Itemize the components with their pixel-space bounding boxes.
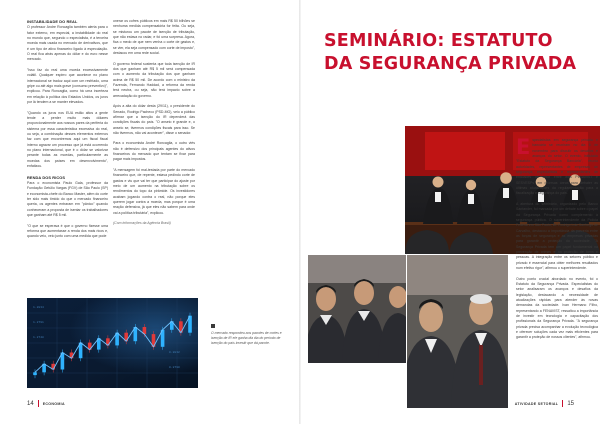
drop-cap: E (516, 138, 531, 159)
paragraph: "Isso faz do real uma moeda excessivamente volátil. Qualquer espirro que acontece no plano internacional se traduz aqui com um resfriado, uma gripe ou até algo mais grave (consumo preventivo)", explicou. Para Roncaglia, como há uma incerteza em relação à política dos Estados Unidos, os juros por lá tendem a se manter elevados. (27, 68, 108, 105)
subheading-renda-dos-ricos: RENDA DOS RICOS (27, 174, 66, 180)
paragraph: onerar os cofres públicos em mais R$ 50 bilhões se nenhuma medida compensatória for feita. Ou seja, se misturou um pacote de isenção de tributação, que não estava no radar, e foi uma surpresa. Agora, fica o medo de que nem venha o corte de gastos e, se vier, ela seja compensado com corte de imposto", destacou em uma rede social. (113, 19, 195, 56)
right-page (300, 0, 600, 424)
paragraph: Após a alta do dólar desta (29/11), o presidente do Senado, Rodrigo Pacheco (PSD-MG), veio a público afirmar que a isenção do IR dependerá das condições fiscais do país. "O anseio é grande e, o anseio se, tivermos condições fiscais para isso. Se não tivermos, não vai acontecer", disse o senador. (113, 104, 195, 135)
article-column-right (516, 138, 598, 408)
paragraph: "O que se esperava é que o governo fizesse uma reforma que aumentasse a renda dos mais ricos e, quando veio, veio junto com uma medida que pode (27, 223, 108, 239)
paragraph: Para o economista Paulo Gala, professor da Fundação Getúlio Vargas (FGV) de São Paulo (SP) e economista-chefe do Banco Master, além do corte ter sido mais tímido do que o mercado financeiro queria, os agentes entraram em "pânico" quando conheceram a proposta de isentar os trabalhadores que ganham até R$ 5 mil. (27, 180, 108, 218)
subheading-instabilidade: INSTABILIDADE DO REAL (27, 19, 78, 24)
section-name: ECONOMIA (42, 401, 65, 406)
opening-paragraph (516, 138, 598, 197)
svg-text:1.2791: 1.2791 (33, 321, 44, 324)
paragraph: "Quando os juros nos EUA estão altos a gente tende a perder muito mais dólares proporcionalmente aos nossos pares da periferia do sistema por essa característica excessiva do real, ou seja, a combinação desses elementos externos faz com que encontremos aqui um fiscal fiscal interno agravar um processo que já está ocorrendo no plano internacional, que é o dólar se valorizar perante todas as moedas, particularmente as moedas dos países em desenvolvimento", enfatizou. (27, 110, 108, 169)
stock-chart-photo (27, 298, 198, 388)
caption-marker (211, 324, 215, 328)
source-credit: (Com informações da Agência Brasil) (113, 221, 171, 226)
speaker-photo-graphic (407, 255, 508, 408)
left-page-footer (27, 400, 65, 407)
paragraph: Para o economista André Roncaglia, o outro viés não é defensivo dos principais agentes do ativos financeiros do mercado que tentam se fixar para pagar mais impostos. (113, 141, 195, 162)
footer-divider (562, 400, 563, 407)
page-number: 15 (567, 400, 574, 407)
svg-text:1.2748: 1.2748 (33, 336, 44, 339)
paragraph: O governo federal sustenta que toda isenção de IR dos que ganham até R$ 5 mil será compensada com o aumento da tributação dos que ganham acima de R$ 50 mil. De acordo com o ministro da Fazenda, Fernando Haddad, a reforma da renda terá neutra, ou seja, não terá impacto sobre a arrecadação do governo. (113, 61, 195, 98)
footer-divider (38, 400, 39, 407)
page-number: 14 (27, 400, 34, 407)
speaker-photo (407, 255, 508, 408)
article-column-2 (113, 19, 195, 289)
article-column-1 (27, 19, 108, 289)
right-page-footer (515, 400, 574, 407)
stock-chart-graphic (27, 298, 198, 388)
svg-text:1.2834: 1.2834 (33, 306, 44, 309)
svg-text:0.8832: 0.8832 (169, 351, 180, 354)
paragraph: A abertura do seminário, organizado pelo Banco Santander, foi marcada por um debate sobre o papel da Segurança Privada como complemento à segurança pública. O superintendente da Polícia Federal em São Paulo, Dr. Rodrigo Luiz Sanfurgo de Carvalho, destacou a importância da parceria entre as forças de segurança e as empresas privadas para garantir a proteção da sociedade. "A Segurança Privada tem um papel fundamental na prevenção de crimes e na proteção de bens e pessoas. A integração entre os setores público e privado é essencial para obter melhores resultados num efetivo rigor", afirmou o superintendente. (516, 201, 598, 271)
paragraph: "A mensagem foi mal-testada por parte do mercado financeiro que, de repente, estava pedindo corte de gastos e viu que vai ter que participar do ajuste por meio de um aumento na tributação sobre os rendimentos do topo da pirâmide. Os investidores acabam jogando contra o real, não porque eles querem jogar contra a moeda, mas porque é uma reação defensiva, já que eles não sabem para onde vai a política tributária", explicou. (113, 168, 195, 215)
paragraph: Outro ponto crucial abordado no evento, foi o Estatuto da Segurança Privada. Especialistas do setor analisaram os avanços e desafios da legislação, destacando a necessidade de atualizações rápidas para atender às novas demandas da sociedade. Ivan Hermano Filho, representando a FENAVIST, ressaltou a importância de investir em tecnologia e capacitação dos profissionais da Segurança Privada. "A segurança privada precisa acompanhar a evolução tecnológica e oferecer soluções cada vez mais eficientes para garantir a proteção de nossos clientes", afirmou. (516, 276, 598, 340)
section-name: ATIVIDADE SETORIAL (514, 401, 559, 406)
article-title: SEMINÁRIO: ESTATUTO DA SEGURANÇA PRIVADA (324, 31, 577, 74)
audience-photo-graphic (308, 255, 406, 363)
paragraph-text: specialistas em segurança privada e bancária se reuniram no dia 6 de novembro para discutir os desafios e avanços do setor. O evento, intitulado "Estatuto da Segurança Bancária", reuniu autoridades, representantes de empresas de segurança, especialistas e representantes de entidades de setor entre eles PENAVIST e SESVESPs, em diversas áreas para debater as últimas atualizações da regulamentação para a fiscalização e segurança do país. (516, 138, 598, 196)
paragraph: O professor Andre Roncaglia também alerta para o fator externo, em especial, a instabilidade do real no mundo que, segundo o especialista, é a terceira moeda mais usada no mercado de derivativos, que é um tipo de ativo financeiro ligado à especulação. O real fica atrás apenas do dólar e do euro nesse mercado. (27, 25, 108, 62)
photo-caption (211, 324, 283, 346)
caption-text: O mercado respondeu aos pacotes de cortes e isenção de IR ele ganha dia dia do período de isenção do país investir que dá pacote. (211, 331, 282, 345)
audience-photo (308, 255, 406, 363)
svg-text:0.8790: 0.8790 (169, 366, 180, 369)
